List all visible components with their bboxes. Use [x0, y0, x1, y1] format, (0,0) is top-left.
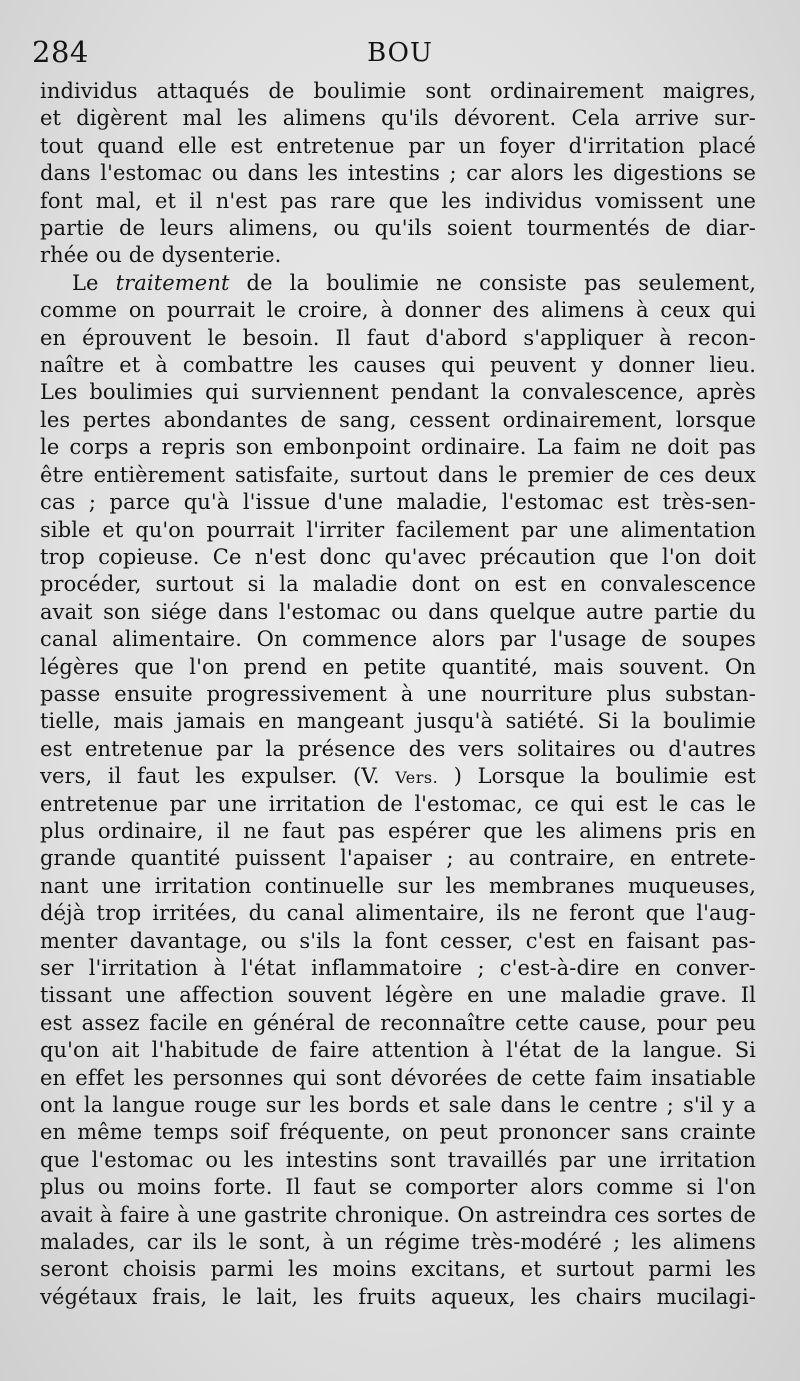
- text-line: seront choisis parmi les moins excitans, et surtout parmi les: [40, 1257, 756, 1282]
- text-line: nant une irritation continuelle sur les membranes muqueuses,: [40, 873, 756, 898]
- text-line: qu'on ait l'habitude de faire attention à l'état de la langue. Si: [40, 1038, 756, 1063]
- text-line: trop copieuse. Ce n'est donc qu'avec précaution que l'on doit: [40, 544, 756, 569]
- text-line-rest: ) Lorsque la boulimie est: [453, 764, 756, 789]
- cross-reference-line: [40, 763, 756, 790]
- italic-term: traitement: [115, 270, 230, 295]
- text-line: avait à faire à une gastrite chronique. On astreindra ces sortes de: [40, 1202, 756, 1227]
- text-line: en même temps soif fréquente, on peut prononcer sans crainte: [40, 1120, 756, 1145]
- text-line: partie de leurs alimens, ou qu'ils soient tourmentés de diar-: [40, 216, 756, 241]
- page-number: 284: [32, 35, 89, 69]
- text-line: dans l'estomac ou dans les intestins ; car alors les digestions se: [40, 161, 756, 186]
- text-line: ser l'irritation à l'état inflammatoire ; c'est-à-dire en conver-: [40, 956, 756, 980]
- text-line: Les boulimies qui surviennent pendant la convalescence, après: [40, 380, 756, 405]
- text-line: déjà trop irritées, du canal alimentaire, ils ne feront que l'aug-: [40, 901, 756, 926]
- text-line: passe ensuite progressivement à une nourriture plus substan-: [40, 681, 756, 706]
- text-line: menter davantage, ou s'ils la font cesser, c'est en faisant pas-: [40, 928, 756, 953]
- text-line: procéder, surtout si la maladie dont on est en convalescence: [40, 572, 756, 597]
- text-line: plus ordinaire, il ne faut pas espérer que les alimens pris en: [40, 818, 756, 843]
- text-line: canal alimentaire. On commence alors par l'usage de soupes: [40, 627, 756, 652]
- text-line: avait son siége dans l'estomac ou dans quelque autre partie du: [40, 599, 756, 624]
- text-line: malades, car ils le sont, à un régime très-modéré ; les alimens: [40, 1230, 756, 1255]
- text-line: grande quantité puissent l'apaiser ; au contraire, en entrete-: [40, 846, 756, 871]
- text-line: est assez facile en général de reconnaître cette cause, pour peu: [40, 1010, 756, 1035]
- page-header: [0, 34, 800, 74]
- paragraph-start-line: [40, 270, 756, 297]
- cross-reference-term: Vers.: [395, 768, 439, 788]
- text-line: font mal, et il n'est pas rare que les individus vomissent une: [40, 188, 756, 213]
- text-line: le corps a repris son embonpoint ordinaire. La faim ne doit pas: [40, 435, 756, 460]
- text-line: entretenue par une irritation de l'estomac, ce qui est le cas le: [40, 791, 756, 816]
- text-line: ont la langue rouge sur les bords et sale dans le centre ; s'il y a: [40, 1093, 756, 1118]
- running-head: BOU: [367, 38, 433, 68]
- text-line: que l'estomac ou les intestins sont travaillés par une irritation: [40, 1147, 756, 1172]
- text-line: comme on pourrait le croire, à donner des alimens à ceux qui: [40, 298, 756, 323]
- paragraph-start-word: Le: [72, 270, 99, 295]
- text-line: être entièrement satisfaite, surtout dans le premier de ces deux: [40, 462, 756, 487]
- text-line: naître et à combattre les causes qui peuvent y donner lieu.: [40, 353, 756, 378]
- text-line: en éprouvent le besoin. Il faut d'abord s'appliquer à recon-: [40, 325, 756, 350]
- text-line: les pertes abondantes de sang, cessent ordinairement, lorsque: [40, 407, 756, 432]
- text-line: et digèrent mal les alimens qu'ils dévorent. Cela arrive sur-: [40, 106, 756, 131]
- text-line: végétaux frais, le lait, les fruits aqueux, les chairs mucilagi-: [40, 1284, 756, 1309]
- text-line: plus ou moins forte. Il faut se comporter alors comme si l'on: [40, 1175, 756, 1200]
- text-line: tout quand elle est entretenue par un foyer d'irritation placé: [40, 133, 756, 158]
- text-line: en effet les personnes qui sont dévorées de cette faim insatiable: [40, 1065, 756, 1090]
- text-line: individus attaqués de boulimie sont ordinairement maigres,: [40, 79, 756, 103]
- text-line: est entretenue par la présence des vers solitaires ou d'autres: [40, 736, 756, 761]
- text-line: tissant une affection souvent légère en une maladie grave. Il: [40, 983, 756, 1008]
- body-text: [40, 78, 756, 1311]
- text-line: sible et qu'on pourrait l'irriter facilement par une alimentation: [40, 517, 756, 542]
- text-line-start: vers, il faut les expulser. (V.: [40, 764, 380, 789]
- text-line: légères que l'on prend en petite quantité, mais souvent. On: [40, 654, 756, 679]
- text-line: cas ; parce qu'à l'issue d'une maladie, l'estomac est très-sen-: [40, 490, 756, 515]
- text-line-rest: de la boulimie ne consiste pas seulement,: [246, 270, 756, 295]
- text-line: tielle, mais jamais en mangeant jusqu'à satiété. Si la boulimie: [40, 709, 756, 734]
- text-line: rhée ou de dysenterie.: [40, 243, 282, 268]
